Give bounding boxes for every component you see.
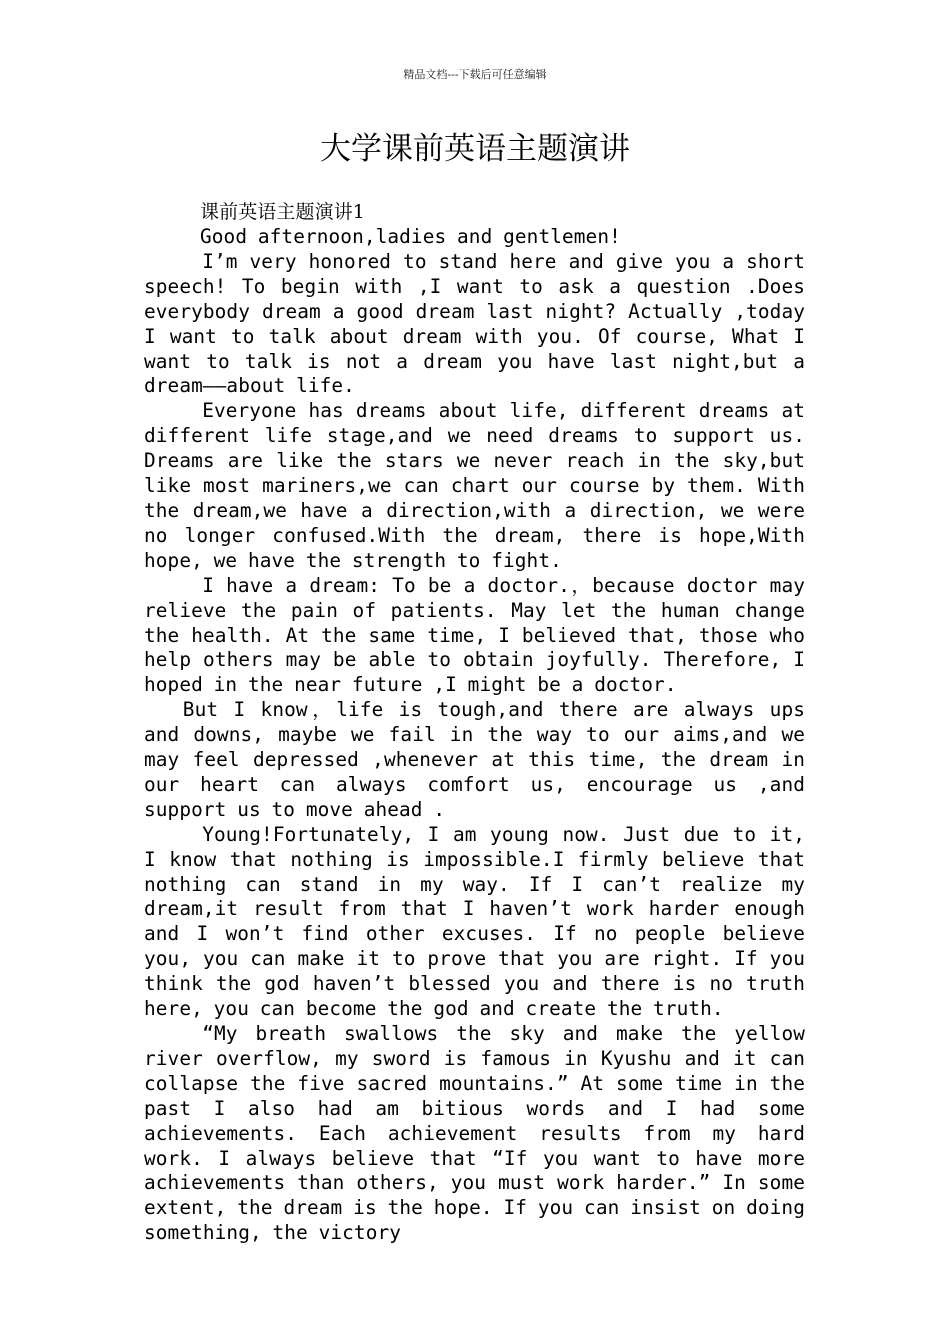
paragraph-quote: “My breath swallows the sky and make the yellow river overflow, my sword is famous in Kyushu and it can collapse the five sacred mountains.” At some time in the past I also had am bitious words and I had some achievements. Each achievement results from my hard work. I always believe that “If you want to have more achievements than others, you must work harder.” In some extent, the dream is the hope. If you can insist on doing something, the victory [144,1022,805,1245]
paragraph-doctor: I have a dream: To be a doctor.，because doctor may relieve the pain of patients. May let the human change the health. At the same time, I believed that, those who help others may be able to obtain joyfully. Therefore, I hoped in the near future ,I might be a doctor. [144,573,805,697]
document-title: 大学课前英语主题演讲 [320,131,630,167]
paragraph-young: Young!Fortunately, I am young now. Just due to it, I know that nothing is impossible.I firmly believe that nothing can stand in my way. If I can’t realize my dream,it result from that I haven’t work harder enough and I won’t find other excuses. If no people believe you, you can make it to prove that you are right. If you think the god haven’t blessed you and there is no truth here, you can become the god and create the truth. [144,822,805,1021]
page-header: 精品文档---下载后可任意编辑 [403,68,547,81]
paragraph-tough-life: But I know，life is tough,and there are always ups and downs, maybe we fail in the way to our aims,and we may feel depressed ,whenever at this time, the dream in our heart can always comfort us, encourage us ,and support us to move ahead . [144,698,805,821]
greeting-line: Good afternoon,ladies and gentlemen! [200,225,621,248]
paragraph-intro: I’m very honored to stand here and give you a short speech! To begin with ,I want to ask a question .Does everybody dream a good dream last night? Actually ,today I want to talk about dream with you. Of course, What I want to talk is not a dream you have last night,but a dream——about life. [144,249,805,398]
section-heading: 课前英语主题演讲1 [200,201,365,223]
paragraph-dreams: Everyone has dreams about life, different dreams at different life stage,and we need dreams to support us. Dreams are like the stars we never reach in the sky,but like most mariners,we can chart our course by them. With the dream,we have a direction,with a direction, we were no longer confused.With the dream, there is hope,With hope, we have the strength to fight. [144,399,805,572]
document-body [144,199,805,1246]
